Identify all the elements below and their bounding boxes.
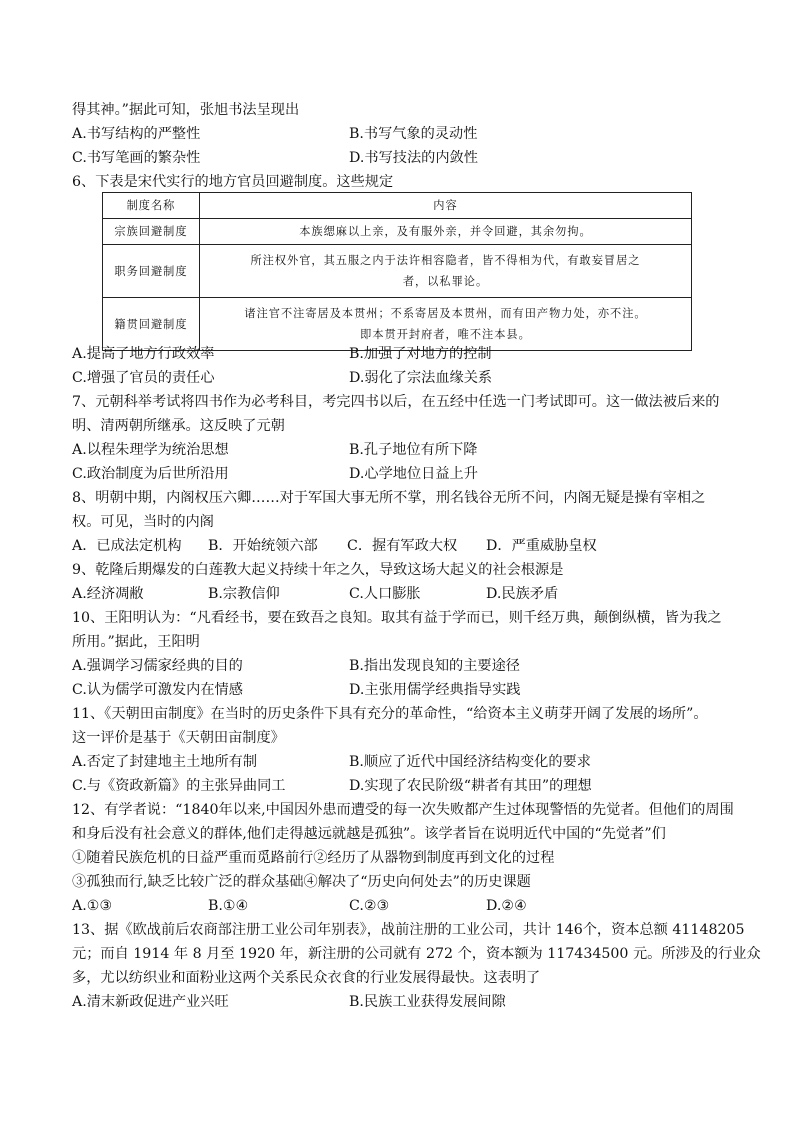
table-cell-content: [200, 245, 692, 298]
q7-option-d: D.心学地位日益上升: [349, 466, 478, 482]
q10-option-c: C.认为儒学可激发内在情感: [72, 682, 243, 698]
q13-option-a: A.清末新政促进产业兴旺: [72, 994, 229, 1010]
q11-option-d: D.实现了农民阶级“耕者有其田”的理想: [349, 778, 592, 794]
q11-option-c: C.与《资政新篇》的主张异曲同工: [72, 778, 286, 794]
q12-option-d: D.②④: [486, 898, 527, 914]
q5-option-d: D.书写技法的内敛性: [349, 150, 478, 166]
q13-stem: 13、据《欧战前后农商部注册工业公司年别表》，战前注册的工业公司，共计 146个，资本总额 41148205: [72, 922, 745, 938]
q9-option-c: C.人口膨胀: [349, 586, 421, 602]
q8-option-c: C．握有军政大权: [347, 538, 458, 554]
table-cell-content: [200, 219, 692, 245]
q12-option-c: C.②③: [349, 898, 390, 914]
q12-stem-cont: 和身后没有社会意义的群体,他们走得越远就越是孤独”。该学者旨在说明近代中国的“先觉者”们: [72, 826, 666, 842]
avoidance-system-table: [102, 192, 692, 351]
table-cell-name: 籍贯回避制度: [103, 298, 200, 351]
table-header-cell: 内容: [200, 193, 692, 219]
q11-stem-cont: 这一评价是基于《天朝田亩制度》: [72, 730, 285, 746]
q7-option-a: A.以程朱理学为统治思想: [72, 442, 229, 458]
table-cell-text: 即本贯开封府者，唯不注本县。: [360, 328, 531, 341]
q12-option-b: B.①④: [208, 898, 249, 914]
table-cell-name: 宗族回避制度: [103, 219, 200, 245]
q10-option-d: D.主张用儒学经典指导实践: [349, 682, 521, 698]
table-row: [103, 245, 692, 298]
q9-option-a: A.经济凋敝: [72, 586, 144, 602]
table-cell-text: 本族缌麻以上亲，及有服外亲，并令回避，其余勿拘。: [299, 225, 592, 238]
q11-stem: 11、《天朝田亩制度》在当时的历史条件下具有充分的革命性，“给资本主义萌芽开阔了发展的场所”。: [72, 706, 708, 722]
q10-option-b: B.指出发现良知的主要途径: [349, 658, 520, 674]
table-cell-text: 诸注官不注寄居及本贯州；不系寄居及本贯州，而有田产物力处，亦不注。: [244, 307, 647, 320]
q13-stem-cont: 元；而自 1914 年 8 月至 1920 年，新注册的公司就有 272 个，资本额为 117434500 元。所涉及的行业众: [72, 946, 761, 962]
q11-option-b: B.顺应了近代中国经济结构变化的要求: [349, 754, 591, 770]
q9-stem: 9、乾隆后期爆发的白莲教大起义持续十年之久，导致这场大起义的社会根源是: [72, 562, 564, 578]
table-cell-text: 者，以私罪论。: [402, 275, 489, 288]
q6-stem: 6、下表是宋代实行的地方官员回避制度。这些规定: [72, 174, 394, 190]
q12-stem: 12、有学者说：“1840年以来,中国因外患而遭受的每一次失败都产生过体现警悟的先觉者。但他们的周围: [72, 802, 734, 818]
q6-option-b: B.加强了对地方的控制: [349, 346, 492, 362]
q5-option-a: A.书写结构的严整性: [72, 126, 201, 142]
table-cell-name: 职务回避制度: [103, 245, 200, 298]
table-cell-text: 所注权外官，其五服之内于法许相容隐者，皆不得相为代，有敢妄冒居之: [250, 254, 641, 267]
table-row: [103, 219, 692, 245]
q6-option-d: D.弱化了宗法血缘关系: [349, 370, 493, 386]
q5-option-c: C.书写笔画的繁杂性: [72, 150, 201, 166]
q8-stem: 8、明朝中期，内阁权压六卿……对于军国大事无所不掌，刑名钱谷无所不问，内阁无疑是操有宰相之: [72, 490, 706, 506]
q12-option-a: A.①③: [72, 898, 113, 914]
q13-option-b: B.民族工业获得发展间隙: [349, 994, 506, 1010]
q11-option-a: A.否定了封建地主土地所有制: [72, 754, 258, 770]
q12-statements-2: ③孤独而行,缺乏比较广泛的群众基础④解决了“历史向何处去”的历史课题: [72, 874, 531, 890]
q5-stem-end: 得其神。”据此可知，张旭书法呈现出: [72, 102, 300, 118]
q10-option-a: A.强调学习儒家经典的目的: [72, 658, 243, 674]
q6-option-a: A.提高了地方行政效率: [72, 346, 215, 362]
q8-option-b: B．开始统领六部: [208, 538, 318, 554]
q8-option-a: A．已成法定机构: [72, 538, 182, 554]
table-header-cell: 制度名称: [103, 193, 200, 219]
q10-stem-cont: 所用。”据此，王阳明: [72, 634, 200, 650]
q7-option-c: C.政治制度为后世所沿用: [72, 466, 229, 482]
q6-option-c: C.增强了官员的责任心: [72, 370, 215, 386]
q7-option-b: B.孔子地位有所下降: [349, 442, 478, 458]
q5-option-b: B.书写气象的灵动性: [349, 126, 478, 142]
q10-stem: 10、王阳明认为：“凡看经书，要在致吾之良知。取其有益于学而已，则千经万典，颠倒纵横，皆为我之: [72, 610, 722, 626]
q9-option-b: B.宗教信仰: [208, 586, 280, 602]
table-header-row: [103, 193, 692, 219]
q8-option-d: D．严重威胁皇权: [486, 538, 597, 554]
q12-statements-1: ①随着民族危机的日益严重而觅路前行②经历了从器物到制度再到文化的过程: [72, 850, 555, 866]
q8-stem-cont: 权。可见，当时的内阁: [72, 514, 214, 530]
q7-stem: 7、元朝科举考试将四书作为必考科目，考完四书以后，在五经中任选一门考试即可。这一做法被后来的: [72, 394, 720, 410]
q7-stem-cont: 明、清两朝所继承。这反映了元朝: [72, 418, 285, 434]
q9-option-d: D.民族矛盾: [486, 586, 559, 602]
q13-stem-cont2: 多，尤以纺织业和面粉业这两个关系民众衣食的行业发展得最快。这表明了: [72, 970, 541, 986]
